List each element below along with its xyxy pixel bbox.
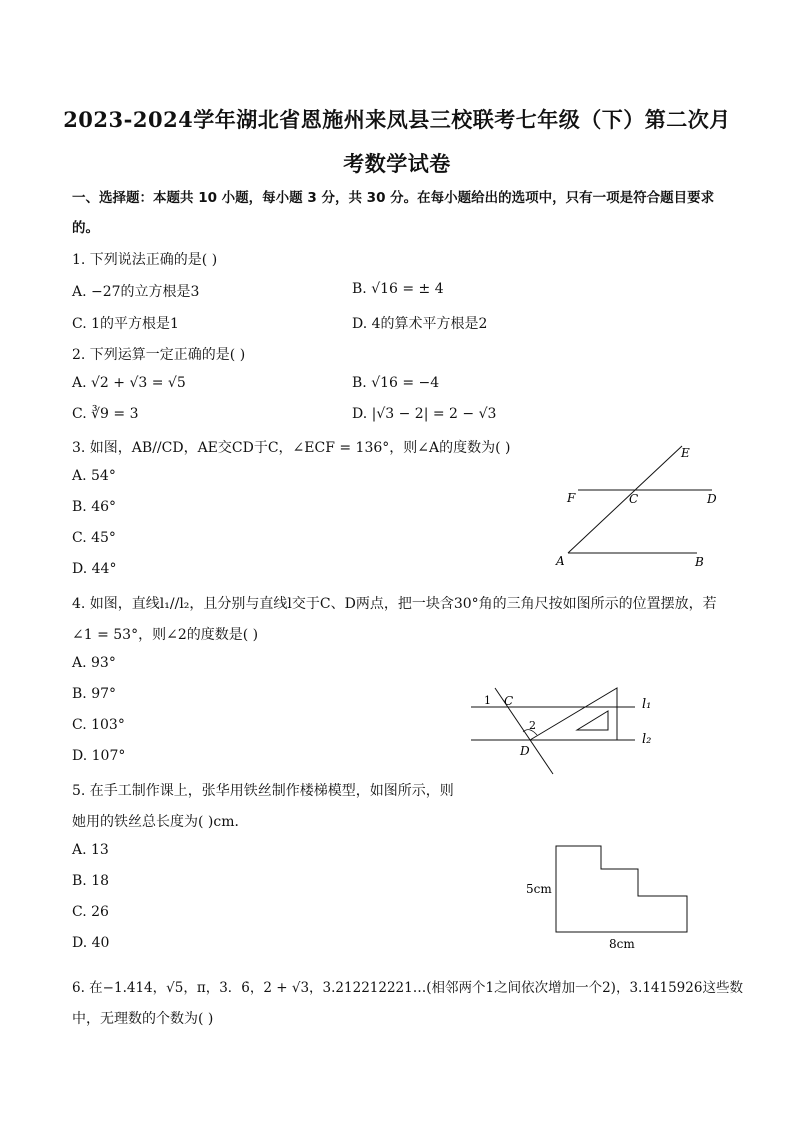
question-3-option-a: A. 54° xyxy=(72,468,116,484)
question-5-figure xyxy=(520,840,700,955)
question-1-option-d: D. 4的算术平方根是2 xyxy=(352,316,488,332)
label-l1: l₁ xyxy=(642,697,652,712)
label-e: E xyxy=(681,446,690,460)
line-ae xyxy=(568,446,682,553)
label-d: D xyxy=(520,744,530,758)
staircase-outline xyxy=(556,846,687,932)
triangle-ruler-inner xyxy=(577,711,608,730)
label-d: D xyxy=(707,492,717,506)
question-1-stem: 1. 下列说法正确的是( ) xyxy=(72,252,218,268)
question-4-option-a: A. 93° xyxy=(72,655,116,671)
question-5-option-c: C. 26 xyxy=(72,904,109,920)
question-2-option-b: B. √16 = −4 xyxy=(352,375,440,391)
question-3-option-b: B. 46° xyxy=(72,499,117,515)
question-1-option-c: C. 1的平方根是1 xyxy=(72,316,179,332)
section-heading-line2: 的。 xyxy=(72,220,99,236)
section-heading-line1: 一、选择题：本题共 10 小题，每小题 3 分，共 30 分。在每小题给出的选项中，只有一项是符合题目要求 xyxy=(72,190,715,206)
question-4-stem-line2: ∠1 = 53°，则∠2的度数是( ) xyxy=(72,627,259,643)
question-3-option-c: C. 45° xyxy=(72,530,116,546)
label-width: 8cm xyxy=(609,937,635,951)
question-2-option-c: C. ∛9 = 3 xyxy=(72,406,139,422)
question-5-option-b: B. 18 xyxy=(72,873,110,889)
label-c: C xyxy=(504,694,514,708)
question-1-option-b: B. √16 = ± 4 xyxy=(352,281,444,297)
question-6-stem: 6. 在−1.414，√5，π，3．6̇，2 + √3，3.212212221…(相邻两个1之间依次增加一个2)，3.1415926这些数 xyxy=(72,980,743,996)
question-5-stem: 5. 在手工制作课上，张华用铁丝制作楼梯模型，如图所示，则 xyxy=(72,783,454,799)
label-a: A xyxy=(556,554,565,568)
label-l2: l₂ xyxy=(642,732,652,747)
question-4-option-d: D. 107° xyxy=(72,748,126,764)
label-f: F xyxy=(567,491,576,505)
question-3-stem: 3. 如图，AB//CD，AE交CD于C，∠ECF = 136°，则∠A的度数为( ) xyxy=(72,440,511,456)
label-c: C xyxy=(629,492,639,506)
question-5-stem-line2: 她用的铁丝总长度为( )cm． xyxy=(72,814,249,830)
label-b: B xyxy=(695,555,704,569)
question-2-stem: 2. 下列运算一定正确的是( ) xyxy=(72,347,246,363)
question-5-option-d: D. 40 xyxy=(72,935,110,951)
question-6-stem-line2: 中，无理数的个数为( ) xyxy=(72,1011,214,1027)
label-height: 5cm xyxy=(526,882,552,896)
question-3-figure xyxy=(550,440,730,575)
question-4-stem: 4. 如图，直线l₁//l₂，且分别与直线l交于C、D两点，把一块含30°角的三角尺按如图所示的位置摆放，若 xyxy=(72,596,717,612)
question-1-option-a: A. −27的立方根是3 xyxy=(72,284,200,300)
question-4-option-c: C. 103° xyxy=(72,717,125,733)
question-5-option-a: A. 13 xyxy=(72,842,109,858)
exam-title-line1: 2023-2024学年湖北省恩施州来凤县三校联考七年级（下）第二次月 xyxy=(63,107,731,132)
question-4-option-b: B. 97° xyxy=(72,686,117,702)
exam-title-line2: 考数学试卷 xyxy=(343,151,451,176)
question-2-option-d: D. |√3 − 2| = 2 − √3 xyxy=(352,406,497,422)
question-2-option-a: A. √2 + √3 = √5 xyxy=(72,375,186,391)
question-3-option-d: D. 44° xyxy=(72,561,117,577)
label-angle-2: 2 xyxy=(529,719,536,732)
question-4-figure xyxy=(465,680,665,780)
label-angle-1: 1 xyxy=(484,694,491,707)
